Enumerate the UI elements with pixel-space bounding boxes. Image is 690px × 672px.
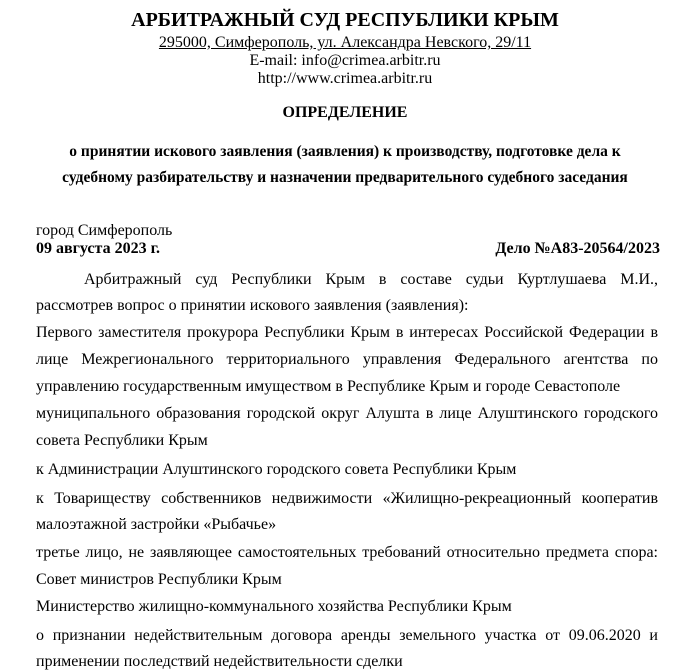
court-website: http://www.crimea.arbitr.ru bbox=[257, 70, 433, 87]
body-line: малоэтажной застройки «Рыбачье» bbox=[36, 516, 277, 533]
court-address: 295000, Симферополь, ул. Александра Невского, 29/11 bbox=[158, 34, 532, 51]
court-email: E-mail: info@crimea.arbitr.ru bbox=[249, 52, 441, 69]
body-line: Первого заместителя прокурора Республики Крым в интересах Российской Федерации в bbox=[36, 324, 658, 341]
body-line: применении последствий недействительности сделки bbox=[36, 653, 403, 670]
body-line: Министерство жилищно-коммунального хозяйства Республики Крым bbox=[36, 598, 512, 615]
body-line: к Товариществу собственников недвижимости «Жилищно-рекреационный кооператив bbox=[36, 490, 658, 507]
body-line: муниципального образования городской округ Алушта в лице Алуштинского городского bbox=[36, 405, 658, 422]
body-line: управлению государственным имуществом в Республике Крым и городе Севастополе bbox=[36, 378, 621, 395]
body-line: Арбитражный суд Республики Крым в составе судьи Куртлушаева М.И., bbox=[84, 271, 658, 288]
document-heading: ОПРЕДЕЛЕНИЕ bbox=[282, 104, 408, 121]
body-line: Совет министров Республики Крым bbox=[36, 571, 282, 588]
court-name: АРБИТРАЖНЫЙ СУД РЕСПУБЛИКИ КРЫМ bbox=[131, 9, 559, 31]
subject-line: судебному разбирательству и назначении предварительного судебного заседания bbox=[62, 169, 628, 186]
city: город Симферополь bbox=[36, 222, 173, 239]
date: 09 августа 2023 г. bbox=[36, 240, 161, 257]
body-line: к Администрации Алуштинского городского совета Республики Крым bbox=[36, 461, 517, 478]
body-line: третье лицо, не заявляющее самостоятельных требований относительно предмета спора: bbox=[36, 544, 658, 561]
document-subject bbox=[0, 139, 690, 191]
body-line: совета Республики Крым bbox=[36, 432, 208, 449]
case-number: Дело №А83-20564/2023 bbox=[495, 240, 660, 257]
body-line: о признании недействительным договора аренды земельного участка от 09.06.2020 и bbox=[36, 627, 658, 644]
subject-line: о принятии искового заявления (заявления) к производству, подготовке дела к bbox=[69, 143, 621, 160]
body-line: рассмотрев вопрос о принятии искового заявления (заявления): bbox=[36, 297, 469, 314]
body-line: лице Межрегионального территориального управления Федерального агентства по bbox=[36, 351, 658, 368]
